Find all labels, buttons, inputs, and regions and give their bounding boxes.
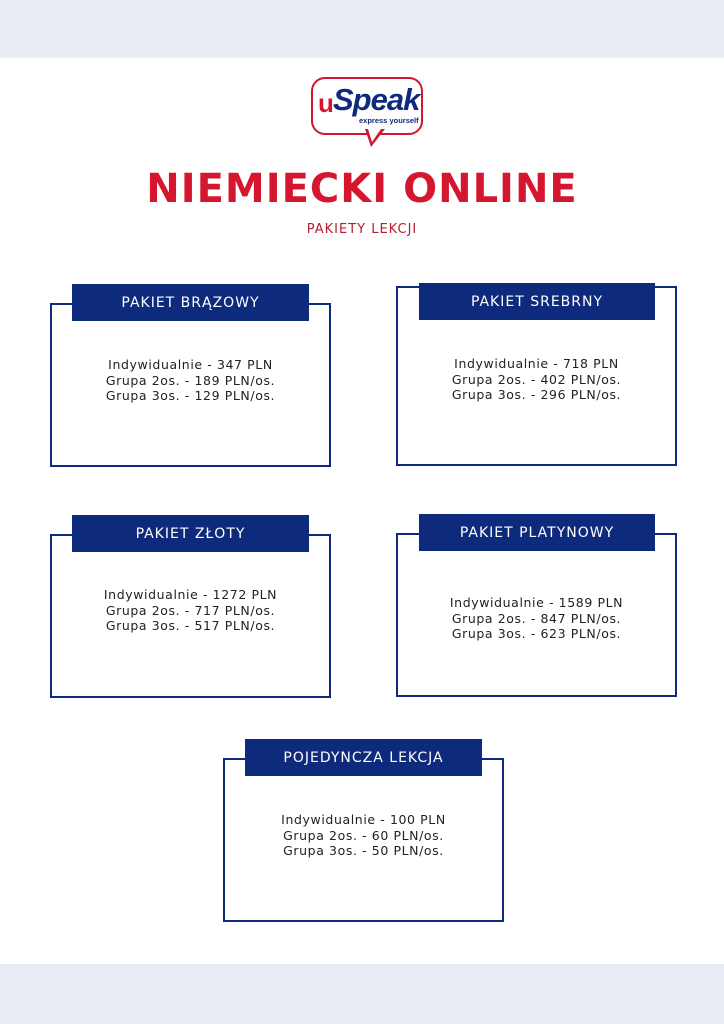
package-card-gold bbox=[50, 534, 331, 698]
price-group-3: Grupa 3os. - 623 PLN/os. bbox=[451, 626, 622, 641]
price-individual: Indywidualnie - 347 PLN bbox=[108, 357, 273, 372]
package-prices bbox=[52, 357, 329, 404]
price-individual: Indywidualnie - 1272 PLN bbox=[103, 587, 278, 602]
page-title: NIEMIECKI ONLINE bbox=[146, 166, 578, 212]
price-group-2: Grupa 2os. - 717 PLN/os. bbox=[105, 602, 276, 618]
uspeak-logo bbox=[311, 77, 423, 151]
logo-tagline: express yourself bbox=[359, 116, 419, 125]
logo-letter-u: u bbox=[318, 88, 333, 118]
price-group-2: Grupa 2os. - 189 PLN/os. bbox=[105, 372, 276, 388]
package-prices bbox=[398, 356, 675, 403]
price-individual: Indywidualnie - 718 PLN bbox=[454, 356, 619, 371]
price-group-3: Grupa 3os. - 296 PLN/os. bbox=[451, 387, 622, 402]
price-group-2: Grupa 2os. - 847 PLN/os. bbox=[451, 610, 622, 626]
logo-word-speak: Speak bbox=[333, 82, 420, 117]
price-group-2: Grupa 2os. - 402 PLN/os. bbox=[451, 371, 622, 387]
price-group-3: Grupa 3os. - 50 PLN/os. bbox=[283, 843, 444, 858]
package-prices bbox=[52, 587, 329, 634]
page-subtitle: PAKIETY LEKCJI bbox=[306, 222, 418, 237]
package-prices bbox=[398, 595, 675, 642]
price-group-3: Grupa 3os. - 517 PLN/os. bbox=[105, 618, 276, 633]
package-prices bbox=[225, 812, 502, 859]
document-page bbox=[0, 58, 724, 964]
price-group-2: Grupa 2os. - 60 PLN/os. bbox=[283, 827, 444, 843]
package-header-bronze: PAKIET BRĄZOWY bbox=[72, 284, 309, 321]
package-header-gold: PAKIET ZŁOTY bbox=[72, 515, 309, 552]
package-header-silver: PAKIET SREBRNY bbox=[419, 283, 655, 320]
price-individual: Indywidualnie - 1589 PLN bbox=[449, 595, 624, 610]
package-card-platinum bbox=[396, 533, 677, 697]
package-card-single-lesson bbox=[223, 758, 504, 922]
price-group-3: Grupa 3os. - 129 PLN/os. bbox=[105, 388, 276, 403]
package-header-platinum: PAKIET PLATYNOWY bbox=[419, 514, 655, 551]
package-card-bronze bbox=[50, 303, 331, 467]
price-individual: Indywidualnie - 100 PLN bbox=[281, 812, 446, 827]
package-header-single-lesson: POJEDYNCZA LEKCJA bbox=[245, 739, 482, 776]
speech-bubble-tail-inner bbox=[368, 129, 381, 142]
